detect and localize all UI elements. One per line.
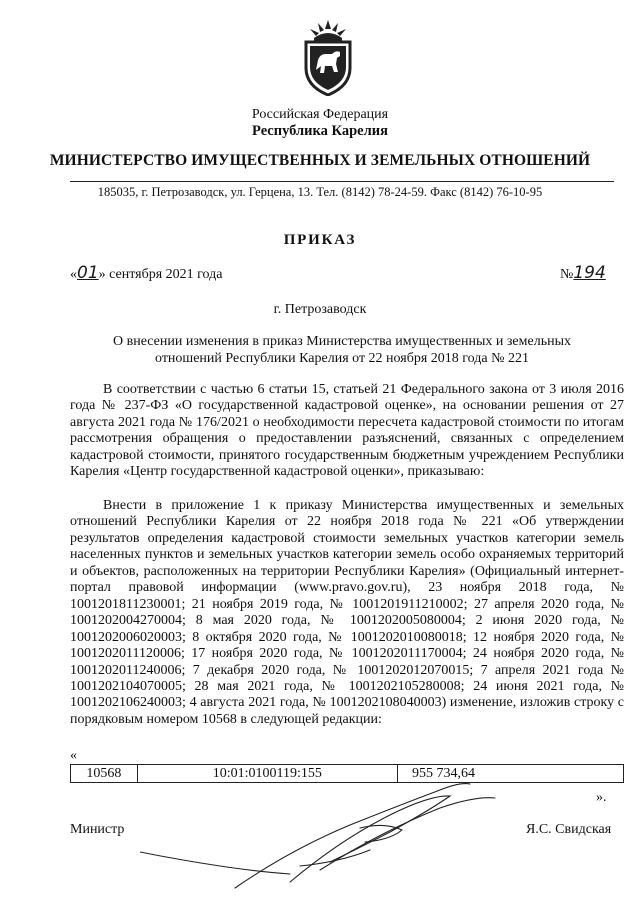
republic-name: Республика Карелия — [252, 123, 388, 139]
issue-city: г. Петрозаводск — [273, 302, 367, 317]
document-title: ПРИКАЗ — [283, 232, 357, 248]
quote-close: ». — [596, 790, 607, 805]
row-number-cell: 10568 — [71, 765, 138, 783]
quote-open: « — [70, 748, 77, 763]
coat-of-arms-emblem — [300, 20, 356, 96]
date-prefix: « — [70, 267, 77, 282]
signatory-position: Министр — [70, 822, 125, 837]
header-divider — [70, 181, 614, 182]
country-name: Российская Федерация — [251, 107, 389, 122]
number-prefix: № — [560, 267, 574, 282]
signatory-name: Я.С. Свидская — [526, 822, 612, 837]
order-date — [70, 264, 223, 284]
handwritten-day: 01 — [77, 263, 99, 283]
order-subject: О внесении изменения в приказ Министерства имущественных и земельных отношений Республики Карелия от 22 ноября 2018 года № 221 — [113, 334, 571, 366]
resolution-paragraph: Внести в приложение 1 к приказу Министерства имущественных и земельных отношений Республики Карелия от 22 ноября 2018 года № 221 «Об утверждении результатов определения кадастровой стоимости земельных участков категории земель населенных пунктов и земельных участков категории земель особо охраняемых территорий и объектов, расположенных на территории Республики Карелия» (Официальный интернет-портал правовой информации (www.pravo.gov.ru), 23 ноября 2018 года, № 1001201811230001; 21 ноября 2019 года, № 1001201911210002; 27 апреля 2020 года, № 1001202004270004; 8 мая 2020 года, № 1001202005080004; 2 июня 2020 года, № 1001202006020003; 8 октября 2020 года, № 1001202010080018; 12 ноября 2020 года, № 1001202011120006; 17 ноября 2020 года, № 1001202011170004; 24 ноября 2020 года, № 1001202011240006; 7 декабря 2020 года, № 1001202012070015; 7 апреля 2021 года № 1001202104070005; 28 мая 2021 года, № 1001202105280008; 24 июня 2021 года, № 1001202106240003; 4 августа 2021 года, № 1001202108040003) изменение, изложив строку с порядковым номером 10568 в следующей редакции: — [70, 498, 624, 727]
ministry-name: МИНИСТЕРСТВО ИМУЩЕСТВЕННЫХ И ЗЕМЕЛЬНЫХ ОТНОШЕНИЙ — [49, 152, 591, 169]
cadastral-number-cell: 10:01:0100119:155 — [137, 765, 397, 783]
handwritten-number: 194 — [573, 263, 606, 283]
order-number — [560, 264, 606, 284]
handwritten-signature — [140, 770, 560, 895]
preamble-paragraph: В соответствии с частью 6 статьи 15, статьей 21 Федерального закона от 3 июля 2016 года № 237-ФЗ «О государственной кадастровой оценке», на основании решения от 27 августа 2021 года № 176/2021 о необходимости пересчета кадастровой стоимости по итогам рассмотрения обращения о предоставлении разъяснений, связанных с определением кадастровой стоимости, принятого государственным бюджетным учреждением Республики Карелия «Центр государственной кадастровой оценки», приказываю: — [70, 382, 624, 480]
ministry-address: 185035, г. Петрозаводск, ул. Герцена, 13. Тел. (8142) 78-24-59. Факс (8142) 76-10-95 — [97, 185, 543, 199]
cadastral-value-cell: 955 734,64 — [397, 765, 623, 783]
date-suffix: » сентября 2021 года — [98, 267, 223, 282]
